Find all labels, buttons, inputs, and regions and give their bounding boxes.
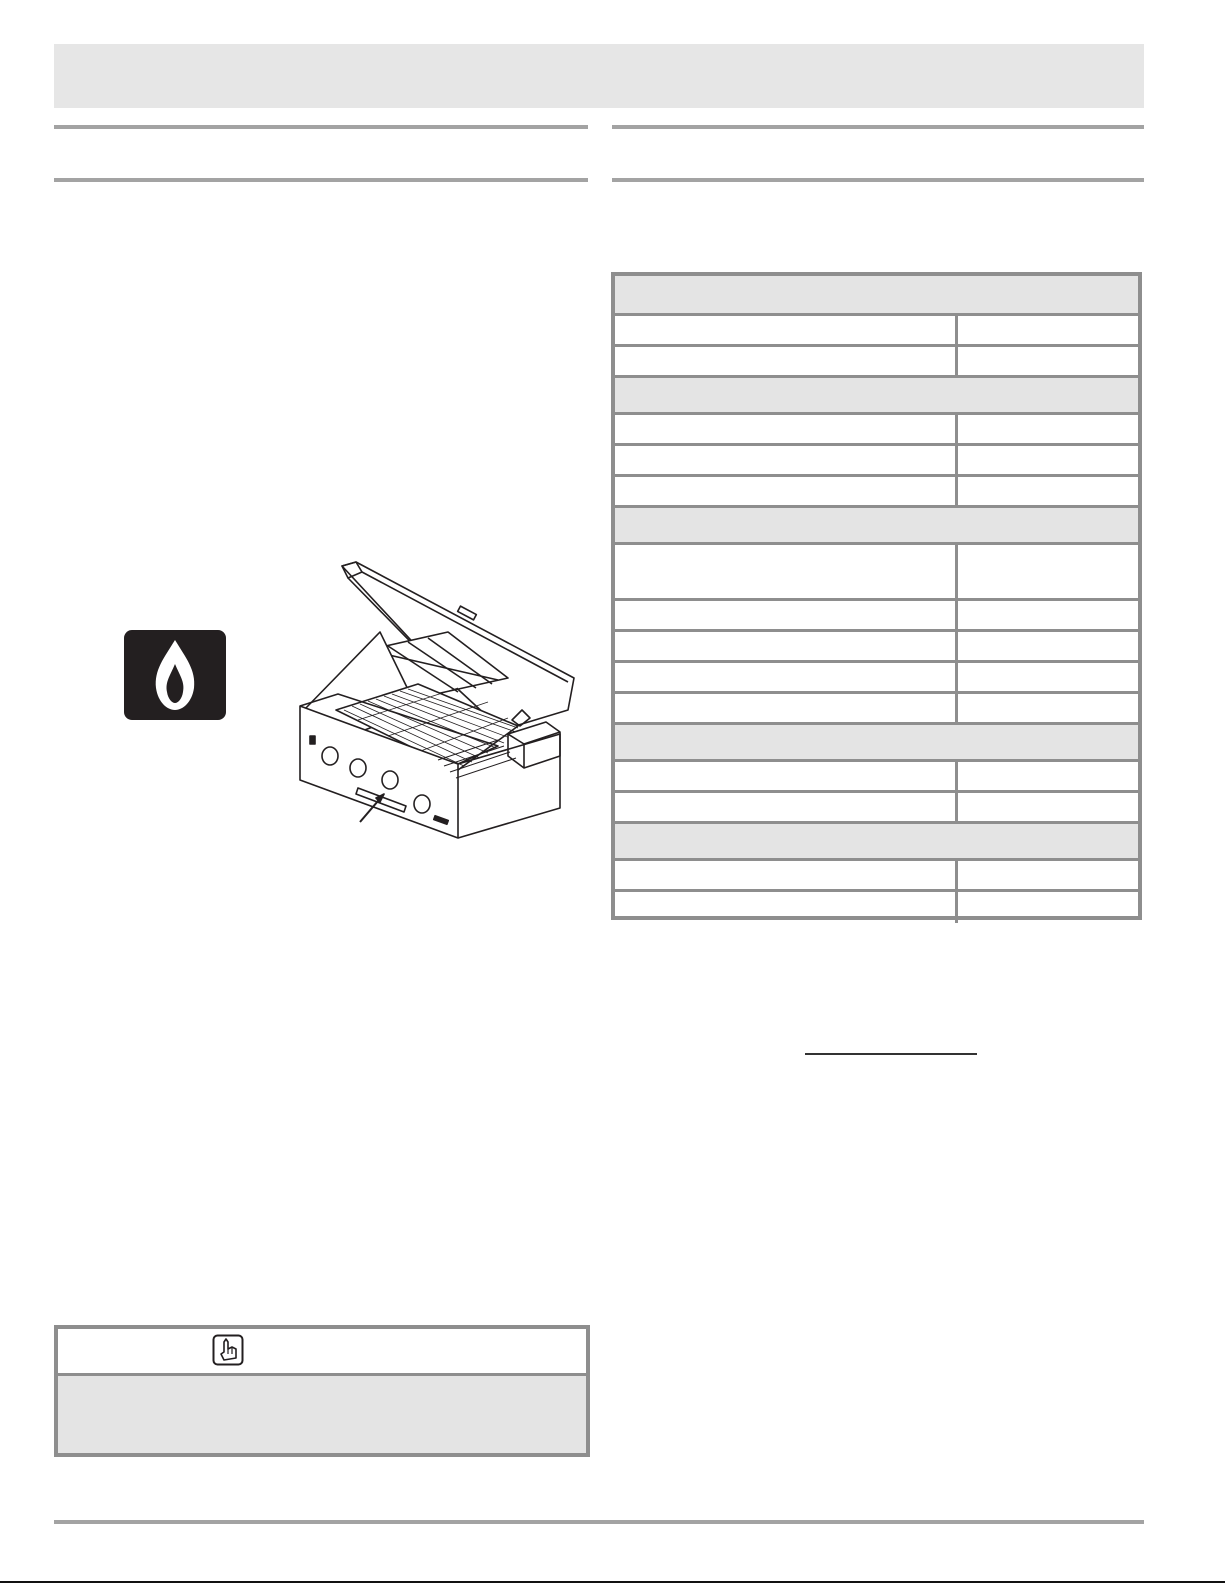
spec-row-label-cell [615, 632, 958, 660]
spec-row-label-cell [615, 694, 958, 722]
spec-row [615, 347, 1138, 378]
spec-row-label-cell [615, 316, 958, 344]
spec-row-label-cell [615, 892, 958, 923]
note-box [54, 1325, 590, 1457]
spec-row-label-cell [615, 663, 958, 691]
page-header-band [54, 44, 1144, 108]
footer-rule [54, 1520, 1144, 1524]
spec-section-header [615, 824, 1138, 861]
spec-row [615, 694, 1138, 725]
spec-row-label-cell [615, 446, 958, 474]
page-bottom-edge [0, 1581, 1225, 1583]
spec-section-header [615, 378, 1138, 415]
spec-row [615, 861, 1138, 892]
note-body [58, 1373, 586, 1453]
spec-row-label-cell [615, 601, 958, 629]
spec-row [615, 545, 1138, 601]
spec-row [615, 892, 1138, 923]
spec-row [615, 601, 1138, 632]
spec-row [615, 415, 1138, 446]
spec-row [615, 477, 1138, 508]
right-section-bottom-rule [612, 178, 1144, 182]
spec-row [615, 663, 1138, 694]
spec-row-label-cell [615, 477, 958, 505]
gas-grill-illustration [298, 560, 580, 850]
spec-row [615, 762, 1138, 793]
pointing-hand-icon [212, 1334, 244, 1366]
spec-row-label-cell [615, 347, 958, 375]
spec-row-label-cell [615, 545, 958, 598]
spec-row-label-cell [615, 861, 958, 889]
spec-row-label-cell [615, 793, 958, 821]
spec-row [615, 446, 1138, 477]
spec-row-label-cell [615, 762, 958, 790]
spec-table [611, 272, 1142, 920]
spec-row [615, 793, 1138, 824]
right-section-top-rule [612, 125, 1144, 129]
spec-row-label-cell [615, 415, 958, 443]
flame-icon [124, 630, 226, 720]
spec-section-header [615, 508, 1138, 545]
spec-row [615, 632, 1138, 663]
gas-flame-badge [124, 630, 226, 720]
spec-section-header [615, 725, 1138, 762]
left-section-bottom-rule [54, 178, 588, 182]
spec-section-header [615, 276, 1138, 316]
blank-underline-field [805, 1053, 977, 1055]
left-section-top-rule [54, 125, 588, 129]
spec-row [615, 316, 1138, 347]
